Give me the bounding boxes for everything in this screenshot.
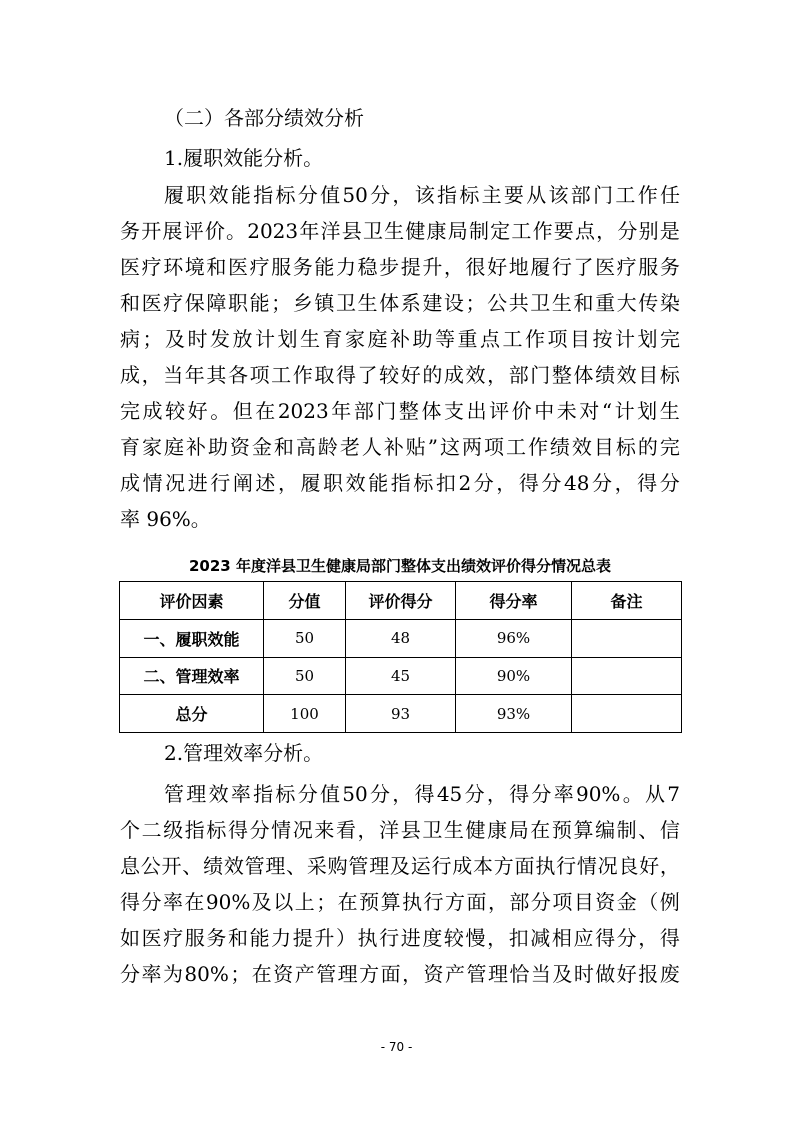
paragraph-2-line: 分 率 为 80% ； 在 资 产 管 理 方 面 ， 资 产 管 理 恰 当 及 时 做 好 报 废 [120,962,680,986]
table-caption: 2023 年度洋县卫生健康局部门整体支出绩效评价得分情况总表 [189,557,611,575]
cell-evaluation-score: 48 [346,619,456,657]
cell-evaluation-score: 93 [346,695,456,733]
paragraph-2-line: 得 分 率 在 90% 及 以 上 ； 在 预 算 执 行 方 面 ， 部 分 项 目 资 金 （ 例 [120,890,680,914]
table-row [120,619,682,657]
subheading-performance: 1.履职效能分析。 [164,146,324,170]
paragraph-1-line: 病 ； 及 时 发 放 计 划 生 育 家 庭 补 助 等 重 点 工 作 项 目 按 计 划 完 [120,327,680,351]
cell-score-value: 50 [264,619,346,657]
table-header-row [120,582,682,620]
paragraph-1-line: 率 96%。 [120,507,211,531]
cell-remarks [572,619,682,657]
cell-score-value: 50 [264,657,346,695]
cell-score-value: 100 [264,695,346,733]
row-label: 总分 [120,695,264,733]
paragraph-1-line: 医 疗 环 境 和 医 疗 服 务 能 力 稳 步 提 升 ， 很 好 地 履 行 了 医 疗 服 务 [120,255,680,279]
cell-score-rate: 93% [456,695,572,733]
cell-remarks [572,695,682,733]
table-row [120,695,682,733]
subheading-management: 2.管理效率分析。 [164,741,324,765]
cell-evaluation-score: 45 [346,657,456,695]
row-label: 二、管理效率 [120,657,264,695]
paragraph-2-line: 个 二 级 指 标 得 分 情 况 来 看 ， 洋 县 卫 生 健 康 局 在 预 算 编 制 、 信 [120,818,680,842]
table-row [120,657,682,695]
paragraph-1-line: 成 情 况 进 行 阐 述 ， 履 职 效 能 指 标 扣 2 分 ， 得 分 48 分 ， 得 分 [120,471,680,495]
section-heading: （二）各部分绩效分析 [164,106,364,130]
score-table [119,581,682,733]
paragraph-1-line: 和 医 疗 保 障 职 能 ； 乡 镇 卫 生 体 系 建 设 ； 公 共 卫 生 和 重 大 传 染 [120,291,680,315]
header-evaluation-score: 评价得分 [346,582,456,620]
cell-score-rate: 96% [456,619,572,657]
header-remarks: 备注 [572,582,682,620]
paragraph-1-line: 履 职 效 能 指 标 分 值 50 分 ， 该 指 标 主 要 从 该 部 门 工 作 任 [164,183,680,207]
paragraph-2-line: 如 医 疗 服 务 和 能 力 提 升 ） 执 行 进 度 较 慢 ， 扣 减 相 应 得 分 ， 得 [120,926,680,950]
paragraph-2-line: 息 公 开 、 绩 效 管 理 、 采 购 管 理 及 运 行 成 本 方 面 执 行 情 况 良 好 ， [120,854,680,878]
header-factor: 评价因素 [120,582,264,620]
page-number: - 70 - [380,1040,413,1054]
header-score-value: 分值 [264,582,346,620]
header-score-rate: 得分率 [456,582,572,620]
paragraph-1-line: 务 开 展 评 价 。 2023 年 洋 县 卫 生 健 康 局 制 定 工 作 要 点 ， 分 别 是 [120,219,680,243]
paragraph-1-line: 育 家 庭 补 助 资 金 和 高 龄 老 人 补 贴 ” 这 两 项 工 作 绩 效 目 标 的 完 [120,435,680,459]
paragraph-1-line: 成 ， 当 年 其 各 项 工 作 取 得 了 较 好 的 成 效 ， 部 门 整 体 绩 效 目 标 [120,363,680,387]
paragraph-2-line: 管 理 效 率 指 标 分 值 50 分 ， 得 45 分 ， 得 分 率 90% 。 从 7 [164,782,680,806]
cell-score-rate: 90% [456,657,572,695]
cell-remarks [572,657,682,695]
row-label: 一、履职效能 [120,619,264,657]
paragraph-1-line: 完 成 较 好 。 但 在 2023 年 部 门 整 体 支 出 评 价 中 未 对 “ 计 划 生 [120,399,680,423]
